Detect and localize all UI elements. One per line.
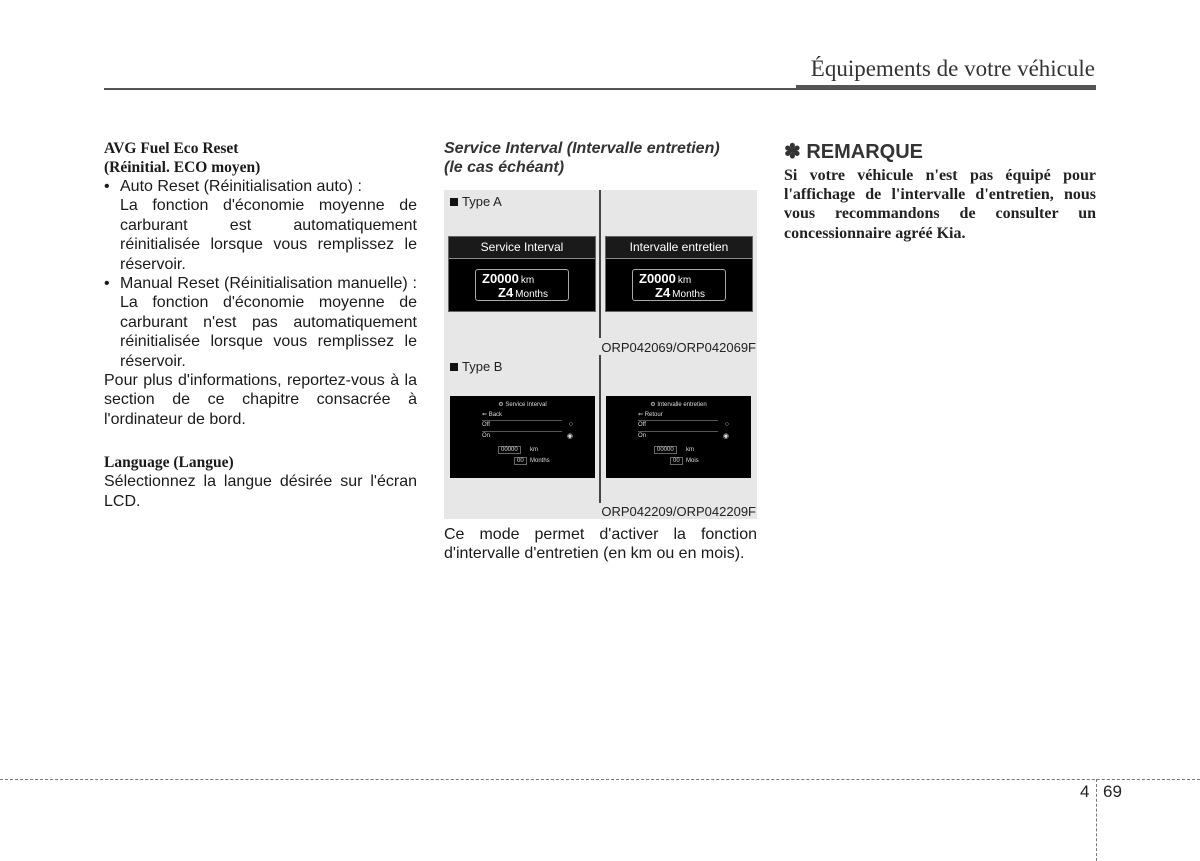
footer-rule (0, 779, 1200, 780)
screen-b-english (450, 396, 595, 478)
avg-fuel-heading-line1: AVG Fuel Eco Reset (104, 140, 239, 157)
figure-type-b (444, 355, 757, 519)
square-bullet-icon (450, 363, 458, 371)
km-unit: km (530, 447, 538, 453)
km-unit: km (686, 447, 694, 453)
screen-title: ⚙ Service Interval (498, 402, 547, 408)
figure-type-a (444, 190, 757, 355)
month-value: 00 (670, 457, 683, 465)
screen-a-english (448, 236, 596, 312)
auto-reset-title: Auto Reset (Réinitialisation auto) : (120, 178, 362, 195)
screen-a-french (605, 236, 753, 312)
radio-selected-icon: ◉ (722, 433, 729, 440)
bullet-dot-icon: • (104, 275, 110, 293)
square-bullet-icon (450, 198, 458, 206)
avg-fuel-heading-line2: (Réinitial. ECO moyen) (104, 159, 261, 176)
right-column (784, 139, 1096, 243)
km-unit: km (677, 275, 692, 286)
on-option: On (482, 433, 491, 439)
footer-vertical-rule (1096, 779, 1097, 861)
month-value: Z4 (498, 285, 514, 300)
month-unit: Months (515, 289, 548, 300)
header-rule-accent (796, 85, 1096, 90)
page-number: 69 (1103, 782, 1122, 801)
km-value: Z0000 (639, 271, 676, 286)
service-interval-description: Ce mode permet d'activer la fonction d'intervalle d'entretien (en km ou en mois). (444, 526, 757, 563)
manual-reset-text: Manual Reset (Réinitialisation manuelle) : La fonction d'économie moyenne de carburant n'est pas automatiquement réinitialisée lorsque vous remplissez le réservoir. (120, 275, 417, 370)
auto-reset-text: La fonction d'économie moyenne de carburant est automatiquement réinitialisée lorsque vous remplissez le réservoir. (120, 197, 417, 273)
radio-selected-icon: ◉ (566, 433, 573, 440)
figure-divider (599, 355, 601, 503)
screen-b-french (606, 396, 751, 478)
service-interval-title: Service Interval (Intervalle entretien) (444, 140, 720, 157)
screen-title: Service Interval (449, 237, 595, 259)
radio-unselected-icon: ○ (724, 421, 729, 428)
auto-reset-item (104, 177, 417, 274)
trip-computer-note: Pour plus d'informations, reportez-vous à la section de ce chapitre consacrée à l'ordinateur de bord. (104, 372, 417, 428)
screen-title: Intervalle entretien (606, 237, 752, 259)
off-option: Off (482, 422, 490, 428)
middle-column (444, 139, 757, 563)
month-value: Z4 (655, 285, 671, 300)
interval-values (475, 269, 569, 301)
km-value: 00000 (654, 446, 677, 454)
on-option: On (638, 433, 647, 439)
km-value: Z0000 (482, 271, 519, 286)
service-interval-subtitle: (le cas échéant) (444, 159, 565, 176)
language-text: Sélectionnez la langue désirée sur l'écran LCD. (104, 473, 417, 510)
interval-values (632, 269, 726, 301)
back-option: ⇐ Back (482, 412, 503, 418)
language-heading: Language (Langue) (104, 454, 234, 472)
chapter-number: 4 (1080, 782, 1090, 801)
month-unit: Months (530, 458, 550, 464)
type-a-code: ORP042069/ORP042069F (601, 340, 756, 355)
type-a-label: Type A (450, 194, 502, 209)
km-value: 00000 (498, 446, 521, 454)
month-value: 00 (514, 457, 527, 465)
remarque-text: Si votre véhicule n'est pas équipé pour l'affichage de l'intervalle d'entretien, nous vous recommandons de consulter un concessionnaire agréé Kia. (784, 167, 1096, 242)
page-header-title: Équipements de votre véhicule (810, 56, 1095, 81)
month-unit: Mois (686, 458, 699, 464)
bullet-dot-icon: • (104, 178, 110, 195)
figure-divider (599, 190, 601, 338)
left-column (104, 139, 417, 511)
km-unit: km (520, 275, 535, 286)
month-unit: Months (672, 289, 705, 300)
screen-title: ⚙ Intervalle entretien (650, 402, 707, 408)
type-b-code: ORP042209/ORP042209F (601, 504, 756, 519)
radio-unselected-icon: ○ (568, 421, 573, 428)
remarque-title: ✽ REMARQUE (784, 141, 923, 163)
off-option: Off (638, 422, 646, 428)
manual-reset-item (104, 274, 417, 371)
type-b-label: Type B (450, 359, 502, 374)
back-option: ⇐ Retour (638, 412, 663, 418)
